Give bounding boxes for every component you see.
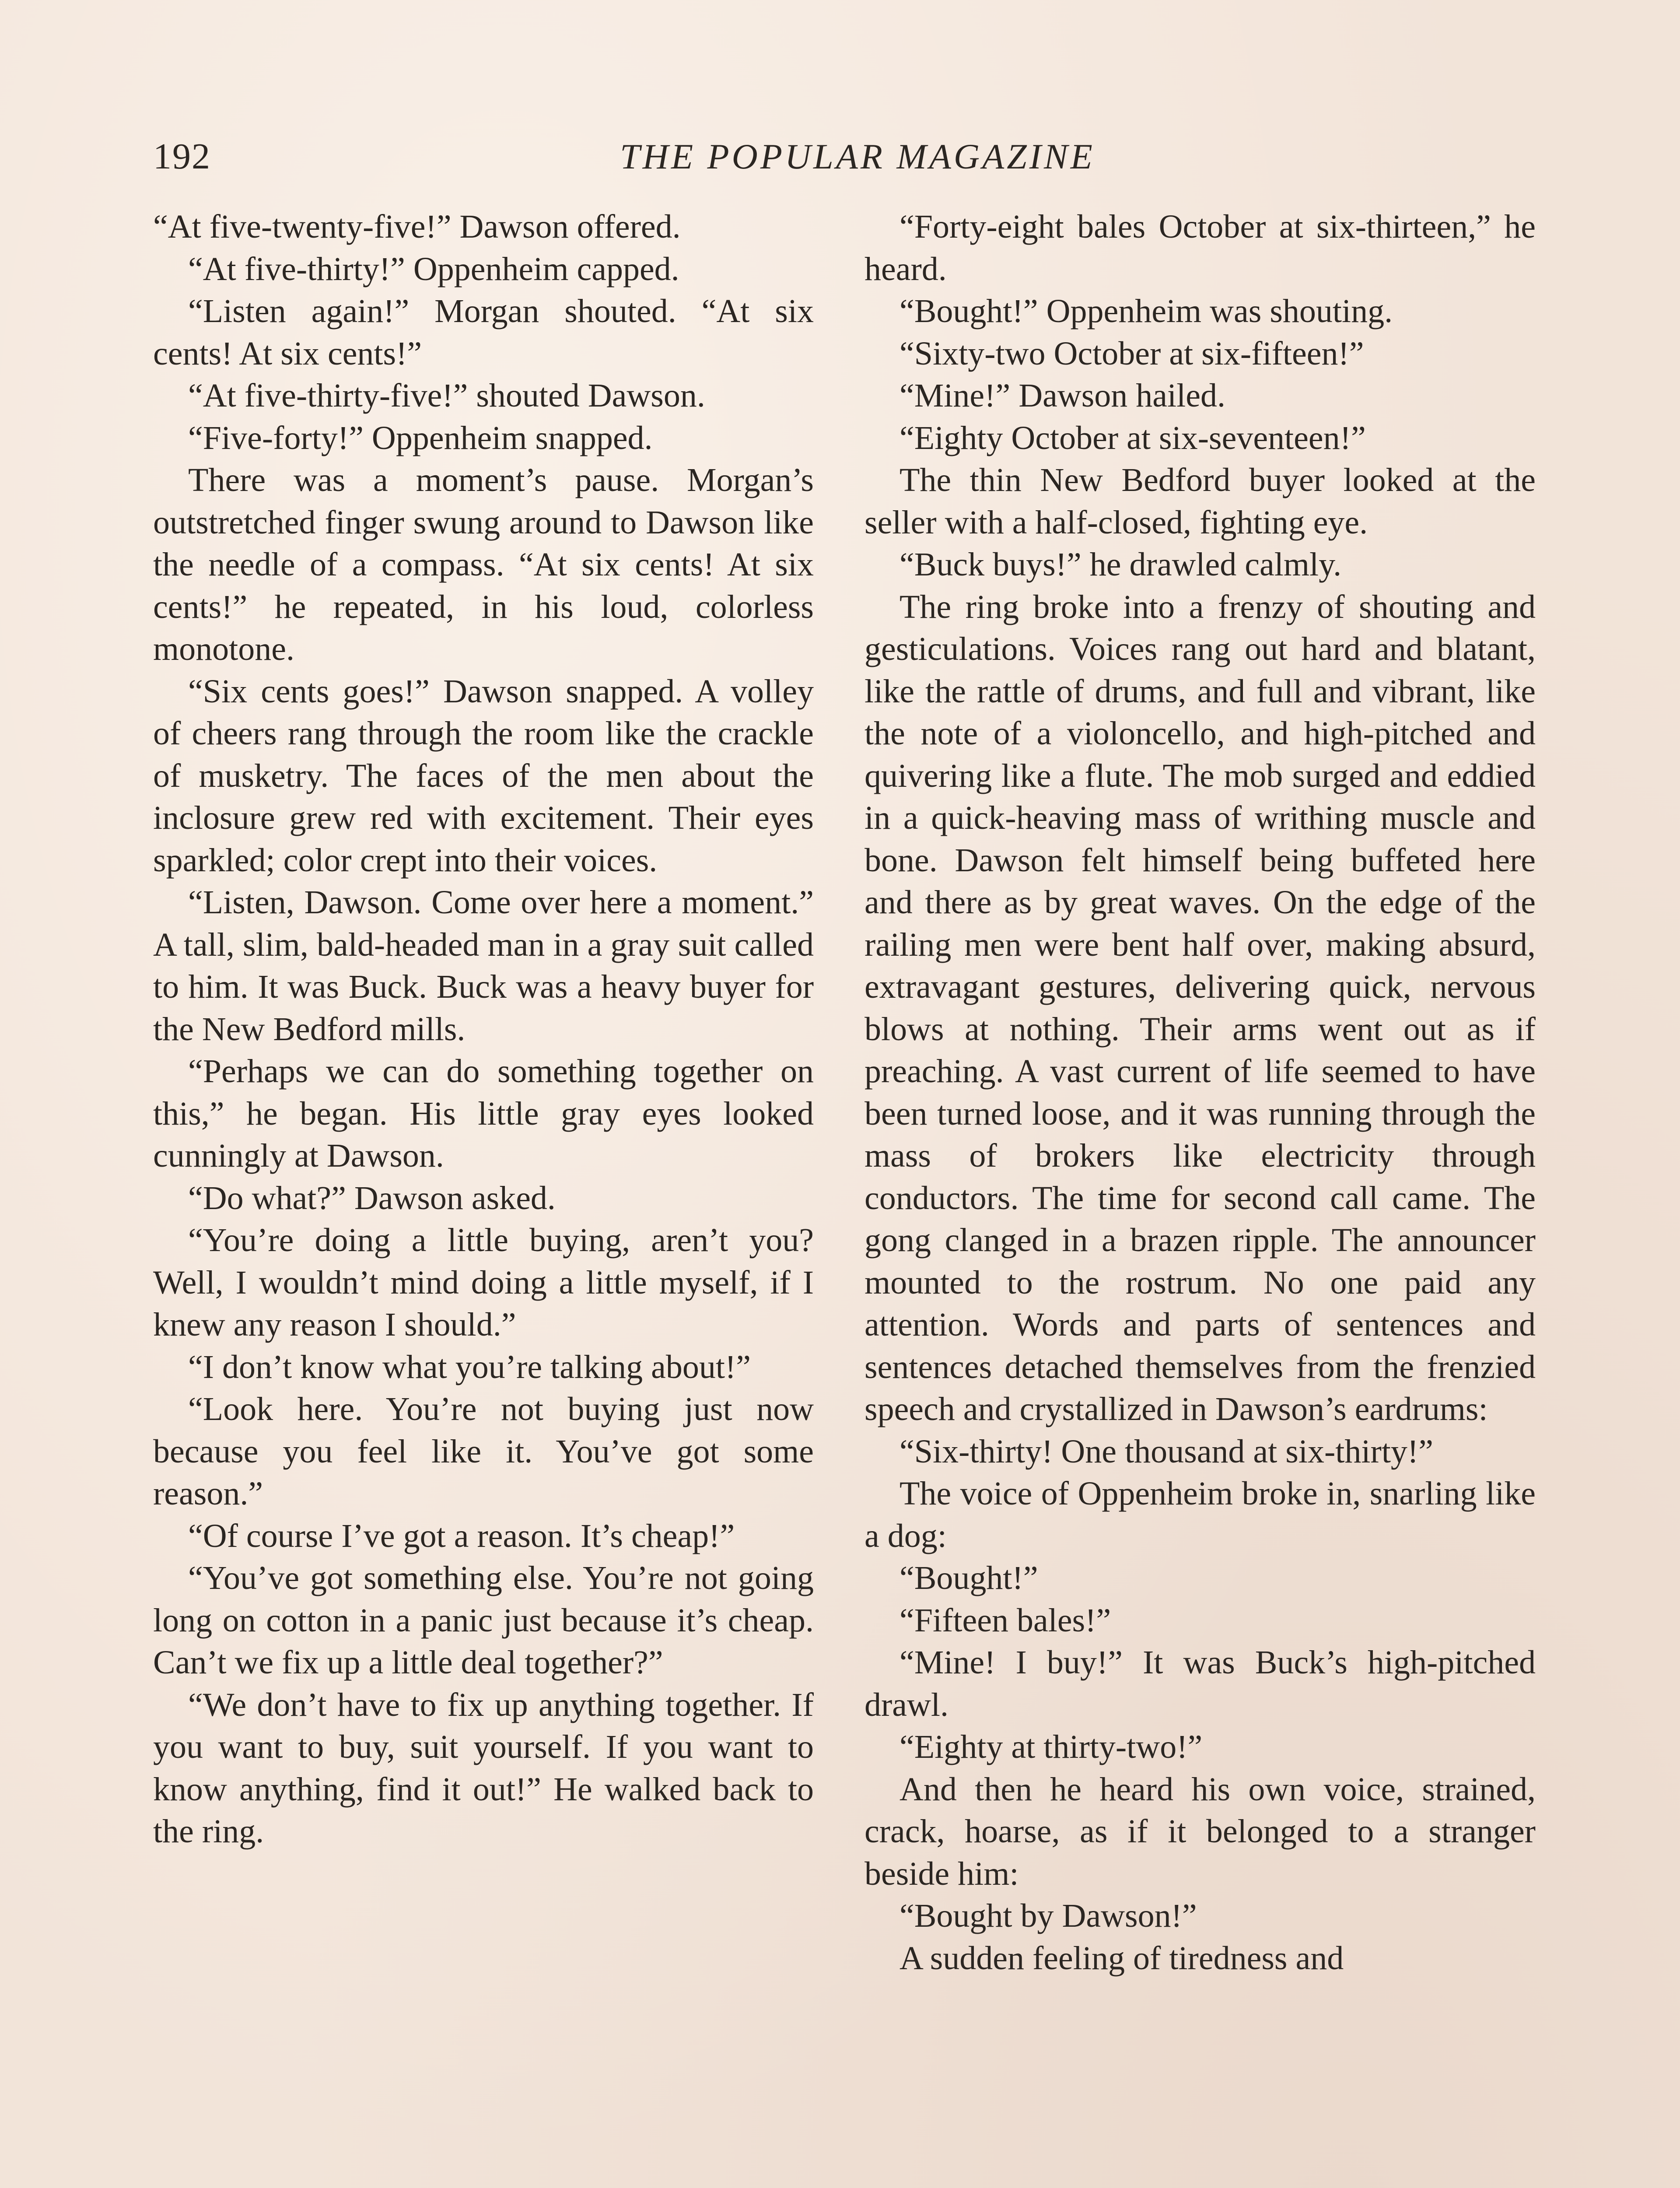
paragraph: “Buck buys!” he drawled calmly. — [900, 546, 1342, 583]
paragraph: “Mine! I buy!” It was Buck’s high-pitched drawl. — [864, 1644, 1536, 1723]
paragraph: “Bought!” Oppenheim was shouting. — [900, 293, 1393, 330]
page-number: 192 — [153, 136, 211, 177]
paragraph: “Fifteen bales!” — [900, 1602, 1111, 1639]
paragraph: “Of course I’ve got a reason. It’s cheap!” — [188, 1517, 735, 1554]
paragraph: “Bought by Dawson!” — [900, 1897, 1197, 1934]
paragraph: “Six-thirty! One thousand at six-thirty!” — [900, 1433, 1433, 1470]
left-column — [153, 206, 814, 1853]
paragraph: “Five-forty!” Oppenheim snapped. — [188, 419, 653, 456]
paragraph: “Eighty at thirty-two!” — [900, 1729, 1203, 1765]
right-column — [864, 206, 1536, 1979]
paragraph: “Forty-eight bales October at six-thirteen,” he heard. — [864, 208, 1536, 288]
running-title: THE POPULAR MAGAZINE — [620, 137, 1095, 176]
paragraph: “Bought!” — [900, 1560, 1038, 1596]
paragraph: “Sixty-two October at six-fifteen!” — [900, 335, 1364, 372]
paragraph: “You’ve got something else. You’re not going long on cotton in a panic just because it’s cheap. Can’t we fix up a little deal together?” — [153, 1560, 814, 1681]
paragraph: There was a moment’s pause. Morgan’s outstretched finger swung around to Dawson like the needle of a compass. “At six cents! At six cents!” he repeated, in his loud, colorless monotone. — [153, 462, 814, 667]
paragraph: “You’re doing a little buying, aren’t you? Well, I wouldn’t mind doing a little myself, if I knew any reason I should.” — [153, 1222, 814, 1343]
paragraph: “I don’t know what you’re talking about!” — [188, 1348, 751, 1385]
paragraph: “At five-thirty!” Oppenheim capped. — [188, 250, 679, 288]
paragraph: “Six cents goes!” Dawson snapped. A volley of cheers rang through the room like the crackle of musketry. The faces of the men about the inclosure grew red with excitement. Their eyes sparkled; color crept into their voices. — [153, 673, 814, 879]
paragraph: A sudden feeling of tiredness and — [900, 1939, 1344, 1977]
page-header — [153, 130, 1562, 183]
paragraph: The ring broke into a frenzy of shouting and gesticulations. Voices rang out hard and blatant, like the rattle of drums, and full and vibrant, like the note of a violoncello, and high-pitched and quivering like a flute. The mob surged and eddied in a quick-heaving mass of writhing muscle and bone. Dawson felt himself being buffeted here and there as by great waves. On the edge of the railing men were bent half over, making absurd, extravagant gestures, delivering quick, nervous blows at nothing. Their arms went out as if preaching. A vast current of life seemed to have been turned loose, and it was running through the mass of brokers like electricity through conductors. The time for second call came. The gong clanged in a brazen ripple. The announcer mounted to the rostrum. No one paid any attention. Words and parts of sentences and sentences detached themselves from the frenzied speech and crystallized in Dawson’s eardrums: — [864, 588, 1536, 1427]
paragraph: “We don’t have to fix up anything together. If you want to buy, suit yourself. If you want to know anything, find it out!” He walked back to the ring. — [153, 1686, 814, 1850]
paragraph: The thin New Bedford buyer looked at the seller with a half-closed, fighting eye. — [864, 462, 1536, 541]
paragraph: “Listen again!” Morgan shouted. “At six cents! At six cents!” — [153, 293, 814, 372]
paragraph: “Look here. You’re not buying just now because you feel like it. You’ve got some reason.” — [153, 1391, 814, 1512]
paragraph: “Perhaps we can do something together on this,” he began. His little gray eyes looked cunningly at Dawson. — [153, 1053, 814, 1174]
paragraph: “Eighty October at six-seventeen!” — [900, 419, 1366, 456]
paragraph: “Mine!” Dawson hailed. — [900, 377, 1225, 414]
paragraph: And then he heard his own voice, strained, crack, hoarse, as if it belonged to a stranger beside him: — [864, 1771, 1536, 1892]
paragraph: “At five-twenty-five!” Dawson offered. — [153, 208, 681, 245]
paragraph: “Do what?” Dawson asked. — [188, 1179, 556, 1217]
paragraph: The voice of Oppenheim broke in, snarling like a dog: — [864, 1475, 1536, 1554]
paragraph: “At five-thirty-five!” shouted Dawson. — [188, 377, 705, 414]
paragraph: “Listen, Dawson. Come over here a moment.” A tall, slim, bald-headed man in a gray suit called to him. It was Buck. Buck was a heavy buyer for the New Bedford mills. — [153, 884, 814, 1048]
